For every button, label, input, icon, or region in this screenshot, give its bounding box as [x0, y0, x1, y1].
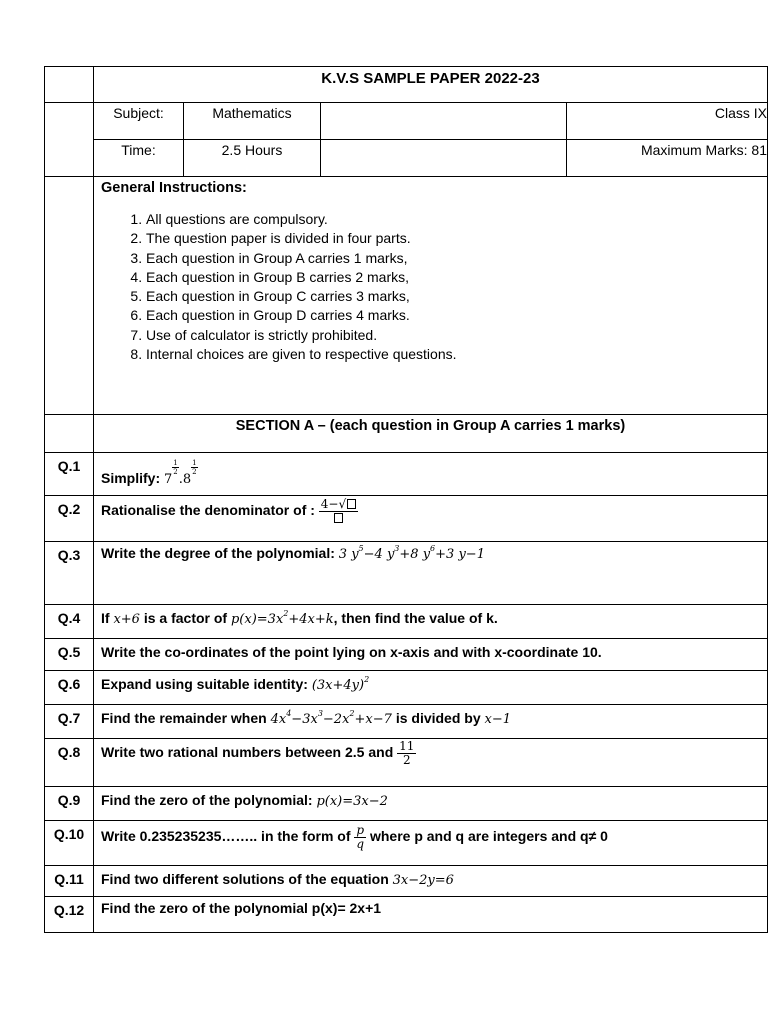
question-number: Q.4 [45, 605, 94, 639]
question-number: Q.8 [45, 739, 94, 787]
question-prompt: is a factor of [139, 610, 231, 626]
question-prompt: Find two different solutions of the equation [101, 871, 393, 887]
question-prompt: Write the degree of the polynomial: [101, 545, 339, 561]
instruction-item: 1. All questions are compulsory. [146, 210, 759, 229]
math-part: (3x+4y) [311, 678, 365, 693]
question-prompt: Rationalise the denominator of : [101, 502, 319, 519]
section-a-heading [94, 415, 768, 453]
math-fraction [354, 824, 366, 851]
section-label: SECTION A [235, 418, 314, 434]
question-text [94, 821, 768, 866]
question-text [94, 787, 768, 821]
instruction-item: 8. Internal choices are given to respective questions. [146, 345, 759, 364]
question-text [94, 866, 768, 897]
instruction-item: 3. Each question in Group A carries 1 marks, [146, 249, 759, 268]
math-expression: p(x)=3x−2 [316, 794, 388, 809]
paper-table [44, 66, 768, 933]
empty-cell [45, 415, 94, 453]
placeholder-box-icon [347, 499, 356, 509]
empty-cell [321, 103, 567, 140]
instruction-item: 4. Each question in Group B carries 2 marks, [146, 268, 759, 287]
question-prompt: where p and q are integers and q≠ 0 [366, 828, 608, 845]
math-expression: 3x−2y=6 [392, 873, 454, 888]
question-prompt: Expand using suitable identity: [101, 676, 312, 692]
question-number: Q.11 [45, 866, 94, 897]
question-text: Write the co-ordinates of the point lying on x-axis and with x-coordinate 10. [94, 639, 768, 671]
meta-table [94, 103, 767, 176]
question-number: Q.2 [45, 496, 94, 542]
empty-cell [45, 67, 94, 103]
question-prompt: , then find the value of k. [333, 610, 498, 626]
question-prompt: Write 0.235235235…….. in the form of [101, 828, 355, 845]
math-expression: x−1 [484, 712, 512, 727]
math-expression: $(3x+4y)^2$ [311, 675, 370, 693]
paper-title: K.V.S SAMPLE PAPER 2022-23 [94, 67, 768, 103]
question-prompt: Find the remainder when [101, 710, 271, 726]
question-number: Q.12 [45, 897, 94, 933]
question-number: Q.5 [45, 639, 94, 671]
math-part: +4x+k [288, 612, 334, 627]
question-text [94, 671, 768, 705]
subject-label: Subject: [94, 103, 184, 140]
question-number: Q.6 [45, 671, 94, 705]
question-number: Q.9 [45, 787, 94, 821]
instruction-item: 6. Each question in Group D carries 4 marks. [146, 306, 759, 325]
fraction-denominator: q [356, 837, 365, 851]
fraction-numerator: p [356, 823, 365, 837]
question-prompt: Simplify: [101, 470, 165, 486]
question-number: Q.3 [45, 542, 94, 605]
instructions-list [101, 210, 759, 364]
question-number: Q.10 [45, 821, 94, 866]
question-prompt: If [101, 610, 114, 626]
math-expression: x+6 [113, 612, 140, 627]
question-text [94, 605, 768, 639]
subject-value: Mathematics [184, 103, 321, 140]
question-text [94, 542, 768, 605]
question-paper [44, 66, 768, 933]
header-meta [94, 103, 768, 177]
placeholder-box-icon [334, 513, 343, 523]
question-text [94, 739, 768, 787]
question-text [94, 496, 768, 542]
empty-cell [45, 103, 94, 177]
question-prompt: is divided by [391, 710, 485, 726]
empty-cell [321, 140, 567, 177]
empty-cell [45, 177, 94, 415]
question-text [94, 453, 768, 496]
section-note: (each question in Group A carries 1 marks) [329, 418, 626, 434]
class-label: Class IX [567, 103, 768, 140]
instruction-item: 7. Use of calculator is strictly prohibited. [146, 326, 759, 345]
math-fraction [397, 740, 416, 767]
section-dash: – [313, 418, 330, 434]
question-text [94, 705, 768, 739]
instruction-item: 2. The question paper is divided in four parts. [146, 229, 759, 248]
max-marks: Maximum Marks: 81 [567, 140, 768, 177]
question-prompt: Find the zero of the polynomial: [101, 792, 317, 808]
math-expression: 3 $y^5-4$ $y^3+8$ $y^6+3$ y−1 [338, 544, 485, 562]
question-prompt: Write two rational numbers between 2.5 and [101, 744, 398, 761]
fraction-numerator: 4−√ [320, 497, 347, 511]
math-expression: 7 $\frac{1}{2}$ .8 $\frac{1}{2}$ [164, 459, 197, 487]
time-label: Time: [94, 140, 184, 177]
time-value: 2.5 Hours [184, 140, 321, 177]
fraction-denominator: 2 [402, 753, 411, 767]
question-number: Q.7 [45, 705, 94, 739]
instruction-item: 5. Each question in Group C carries 3 marks, [146, 287, 759, 306]
instructions-title: General Instructions: [101, 180, 247, 196]
question-number: Q.1 [45, 453, 94, 496]
math-fraction [319, 498, 358, 525]
question-text: Find the zero of the polynomial p(x)= 2x+1 [94, 897, 768, 933]
math-expression: $p(x)=3x^2+4x+k$ [230, 609, 334, 627]
fraction-numerator: 11 [399, 739, 415, 753]
math-part: 4x [270, 712, 287, 727]
math-expression: $4x^4-3x^3-2x^2+x-7$ [270, 709, 392, 727]
general-instructions [94, 177, 768, 415]
math-part: p(x)=3x [230, 612, 284, 627]
